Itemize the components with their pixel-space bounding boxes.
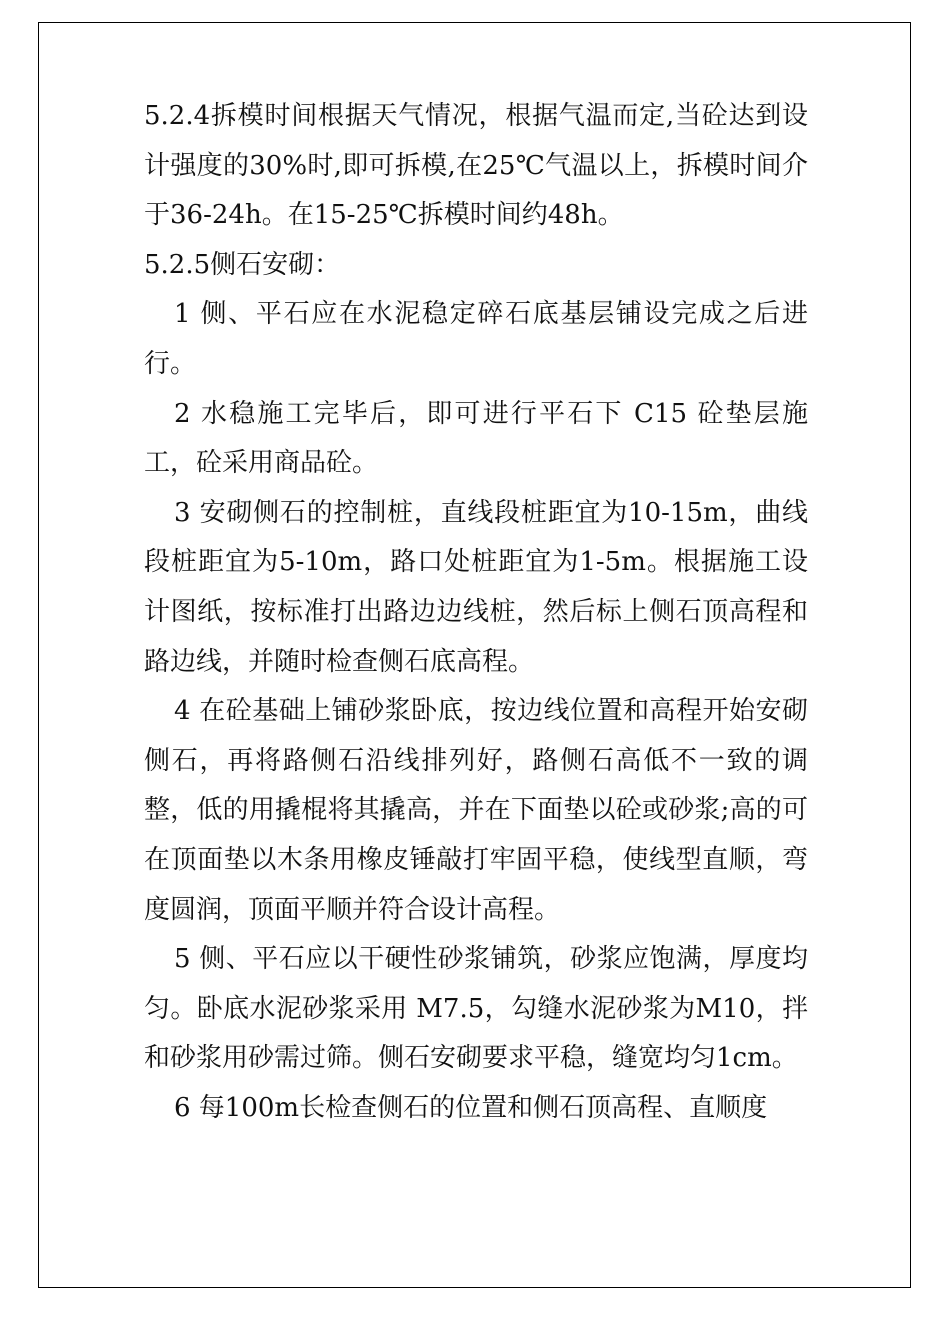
- paragraph-item-6: 6 每100m长检查侧石的位置和侧石顶高程、直顺度: [174, 1092, 768, 1123]
- paragraph-item-4: 4 在砼基础上铺砂浆卧底，按边线位置和高程开始安砌侧石，再将路侧石沿线排列好，路侧石高低不一致的调整，低的用撬棍将其撬高，并在下面垫以砼或砂浆;高的可在顶面垫以木条用橡皮锤敲打牢固平稳，使线型直顺，弯度圆润，顶面平顺并符合设计高程。: [144, 696, 808, 925]
- document-body: [144, 92, 808, 1133]
- paragraph-item-1: 1 侧、平石应在水泥稳定碎石底基层铺设完成之后进行。: [144, 299, 808, 379]
- paragraph-item-5: 5 侧、平石应以干硬性砂浆铺筑，砂浆应饱满，厚度均匀。卧底水泥砂浆采用 M7.5，勾缝水泥砂浆为M10，拌和砂浆用砂需过筛。侧石安砌要求平稳，缝宽均匀1cm。: [144, 944, 808, 1074]
- paragraph-5-2-4: 5.2.4拆模时间根据天气情况，根据气温而定,当砼达到设计强度的30%时,即可拆模,在25℃气温以上，拆模时间介于36-24h。在15-25℃拆模时间约48h。: [144, 101, 808, 231]
- paragraph-item-2: 2 水稳施工完毕后，即可进行平石下 C15 砼垫层施工，砼采用商品砼。: [144, 398, 808, 479]
- paragraph-item-3: 3 安砌侧石的控制桩，直线段桩距宜为10-15m，曲线段桩距宜为5-10m，路口处桩距宜为1-5m。根据施工设计图纸，按标准打出路边边线桩，然后标上侧石顶高程和路边线，并随时检查侧石底高程。: [144, 497, 808, 677]
- paragraph-5-2-5-heading: 5.2.5侧石安砌：: [144, 249, 341, 280]
